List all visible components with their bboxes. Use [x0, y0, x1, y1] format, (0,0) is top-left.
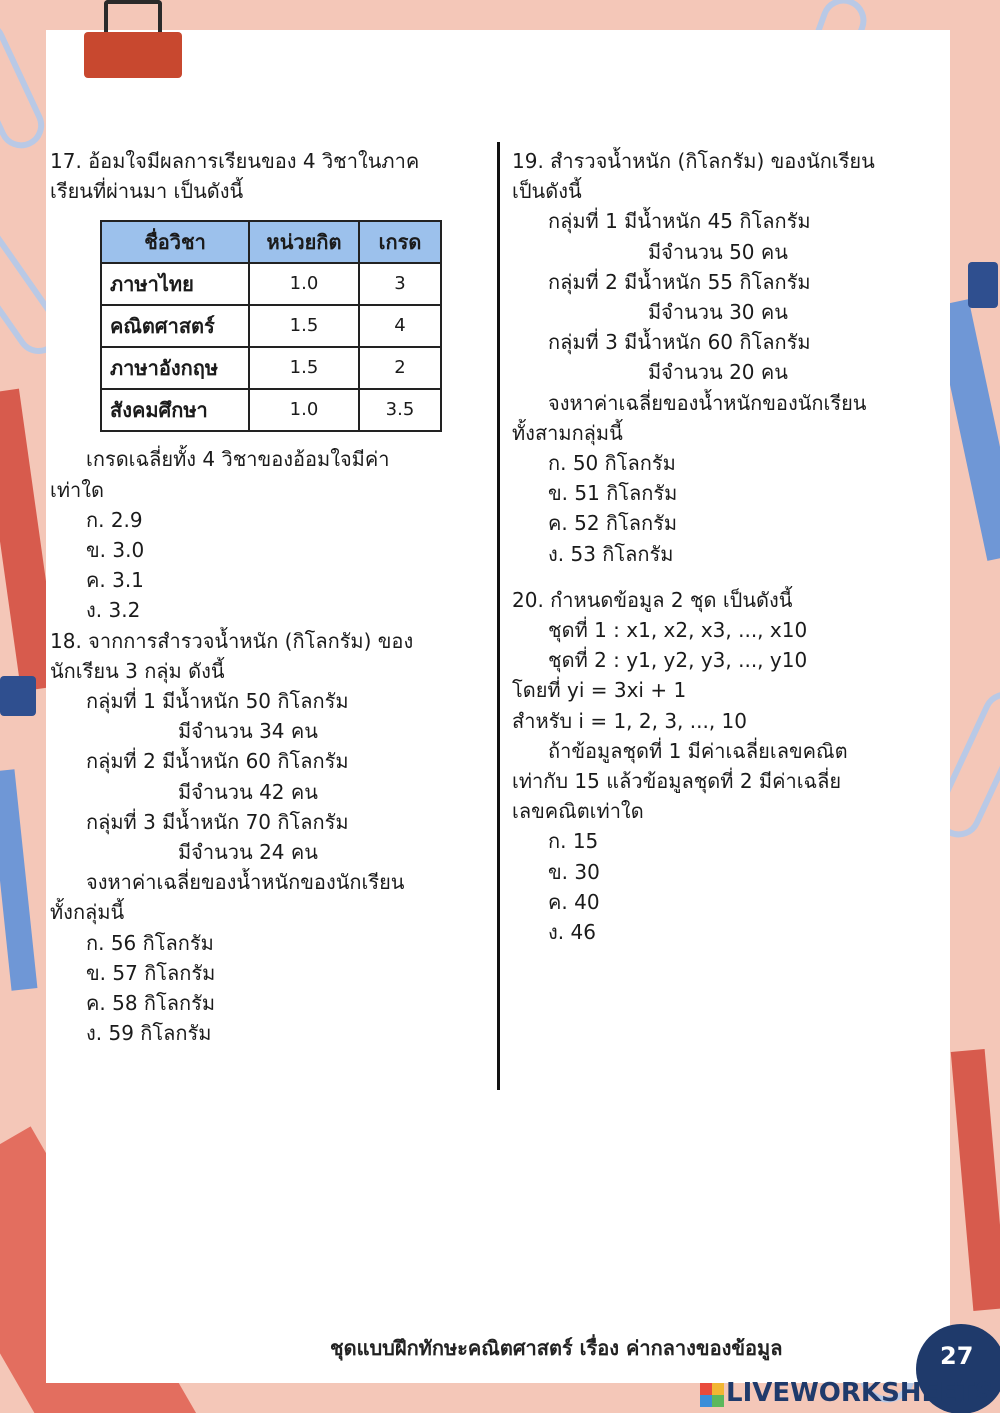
group-3-weight: กลุ่มที่ 3 มีน้ำหนัก 70 กิโลกรัม: [86, 809, 349, 834]
grade-cell: 2: [359, 347, 441, 389]
grade-cell: 4: [359, 305, 441, 347]
question-17-prompt-2: เท่าใด: [50, 477, 105, 502]
question-19-prompt-1: จงหาค่าเฉลี่ยของน้ำหนักของนักเรียน: [548, 390, 867, 415]
header-subject: ชื่อวิชา: [101, 221, 249, 263]
data-set-1: ชุดที่ 1 : x1, x2, x3, ..., x10: [548, 618, 808, 643]
credits-cell: 1.5: [249, 305, 359, 347]
choice-b[interactable]: ข. 3.0: [86, 538, 145, 563]
question-19: [512, 146, 942, 569]
credits-cell: 1.0: [249, 389, 359, 431]
group-3-count: มีจำนวน 24 คน: [178, 840, 318, 865]
table-row: [101, 389, 441, 431]
question-19-line-1: 19. สำรวจน้ำหนัก (กิโลกรัม) ของนักเรียน: [512, 149, 875, 173]
question-17: [50, 146, 492, 626]
question-20-prompt-1: ถ้าข้อมูลชุดที่ 1 มีค่าเฉลี่ยเลขคณิต: [548, 738, 848, 763]
question-18-line-2: นักเรียน 3 กลุ่ม ดังนี้: [50, 658, 225, 683]
group-1-count: มีจำนวน 50 คน: [648, 239, 788, 264]
choice-c[interactable]: ค. 3.1: [86, 568, 144, 593]
subject-cell: คณิตศาสตร์: [101, 305, 249, 347]
choice-c[interactable]: ค. 52 กิโลกรัม: [548, 511, 678, 536]
question-19-line-2: เป็นดังนี้: [512, 179, 582, 204]
choice-c[interactable]: ค. 58 กิโลกรัม: [86, 991, 216, 1016]
data-set-2: ชุดที่ 2 : y1, y2, y3, ..., y10: [548, 648, 808, 673]
question-18-line-1: 18. จากการสำรวจน้ำหนัก (กิโลกรัม) ของ: [50, 628, 414, 653]
choice-a[interactable]: ก. 50 กิโลกรัม: [548, 451, 676, 476]
choice-a[interactable]: ก. 15: [548, 829, 599, 854]
grade-cell: 3: [359, 263, 441, 305]
question-18: [50, 626, 492, 1049]
group-2-weight: กลุ่มที่ 2 มีน้ำหนัก 60 กิโลกรัม: [86, 749, 349, 774]
grades-table: [100, 220, 442, 432]
choice-b[interactable]: ข. 30: [548, 859, 600, 884]
header-credits: หน่วยกิต: [249, 221, 359, 263]
choice-d[interactable]: ง. 46: [548, 920, 596, 945]
question-17-line-2: เรียนที่ผ่านมา เป็นดังนี้: [50, 179, 244, 204]
question-20-prompt-2: เท่ากับ 15 แล้วข้อมูลชุดที่ 2 มีค่าเฉลี่ย: [512, 769, 842, 794]
binder-clip: [84, 32, 182, 78]
group-1-weight: กลุ่มที่ 1 มีน้ำหนัก 45 กิโลกรัม: [548, 209, 811, 234]
group-2-count: มีจำนวน 42 คน: [178, 779, 318, 804]
question-20-prompt-3: เลขคณิตเท่าใด: [512, 799, 644, 824]
table-header-row: [101, 221, 441, 263]
choice-c[interactable]: ค. 40: [548, 889, 600, 914]
choice-a[interactable]: ก. 2.9: [86, 507, 143, 532]
group-2-weight: กลุ่มที่ 2 มีน้ำหนัก 55 กิโลกรัม: [548, 269, 811, 294]
question-19-prompt-2: ทั้งสามกลุ่มนี้: [512, 420, 623, 445]
group-3-weight: กลุ่มที่ 3 มีน้ำหนัก 60 กิโลกรัม: [548, 330, 811, 355]
question-20-intro: 20. กำหนดข้อมูล 2 ชุด เป็นดังนี้: [512, 587, 793, 612]
index-range: สำหรับ i = 1, 2, 3, ..., 10: [512, 708, 747, 733]
header-grade: เกรด: [359, 221, 441, 263]
grade-cell: 3.5: [359, 389, 441, 431]
left-column: [50, 146, 492, 1048]
credits-cell: 1.5: [249, 347, 359, 389]
choice-b[interactable]: ข. 57 กิโลกรัม: [86, 960, 216, 985]
question-18-prompt-2: ทั้งกลุ่มนี้: [50, 900, 125, 925]
page-number: 27: [916, 1324, 1000, 1413]
group-1-weight: กลุ่มที่ 1 มีน้ำหนัก 50 กิโลกรัม: [86, 689, 349, 714]
group-1-count: มีจำนวน 34 คน: [178, 719, 318, 744]
choice-d[interactable]: ง. 3.2: [86, 598, 141, 623]
choice-a[interactable]: ก. 56 กิโลกรัม: [86, 930, 214, 955]
spacer: [512, 569, 942, 585]
group-2-count: มีจำนวน 30 คน: [648, 300, 788, 325]
credits-cell: 1.0: [249, 263, 359, 305]
choice-b[interactable]: ข. 51 กิโลกรัม: [548, 481, 678, 506]
liveworksheets-logo-icon: [700, 1383, 724, 1407]
table-row: [101, 347, 441, 389]
question-18-prompt-1: จงหาค่าเฉลี่ยของน้ำหนักของนักเรียน: [86, 870, 405, 895]
liveworksheets-brand[interactable]: LIVEWORKSHEETS: [726, 1378, 994, 1408]
choice-d[interactable]: ง. 59 กิโลกรัม: [86, 1021, 212, 1046]
table-row: [101, 263, 441, 305]
question-20: [512, 585, 942, 947]
subject-cell: ภาษาไทย: [101, 263, 249, 305]
choice-d[interactable]: ง. 53 กิโลกรัม: [548, 541, 674, 566]
relation-formula: โดยที่ yi = 3xi + 1: [512, 678, 687, 703]
right-column: [512, 146, 942, 947]
table-row: [101, 305, 441, 347]
subject-cell: ภาษาอังกฤษ: [101, 347, 249, 389]
subject-cell: สังคมศึกษา: [101, 389, 249, 431]
question-17-line-1: 17. อ้อมใจมีผลการเรียนของ 4 วิชาในภาค: [50, 149, 420, 173]
question-17-prompt-1: เกรดเฉลี่ยทั้ง 4 วิชาของอ้อมใจมีค่า: [86, 447, 390, 472]
group-3-count: มีจำนวน 20 คน: [648, 360, 788, 385]
column-divider: [497, 142, 500, 1090]
worksheet-title: ชุดแบบฝึกทักษะคณิตศาสตร์ เรื่อง ค่ากลางของข้อมูล: [330, 1336, 783, 1360]
binder-clip-wire: [104, 0, 162, 36]
